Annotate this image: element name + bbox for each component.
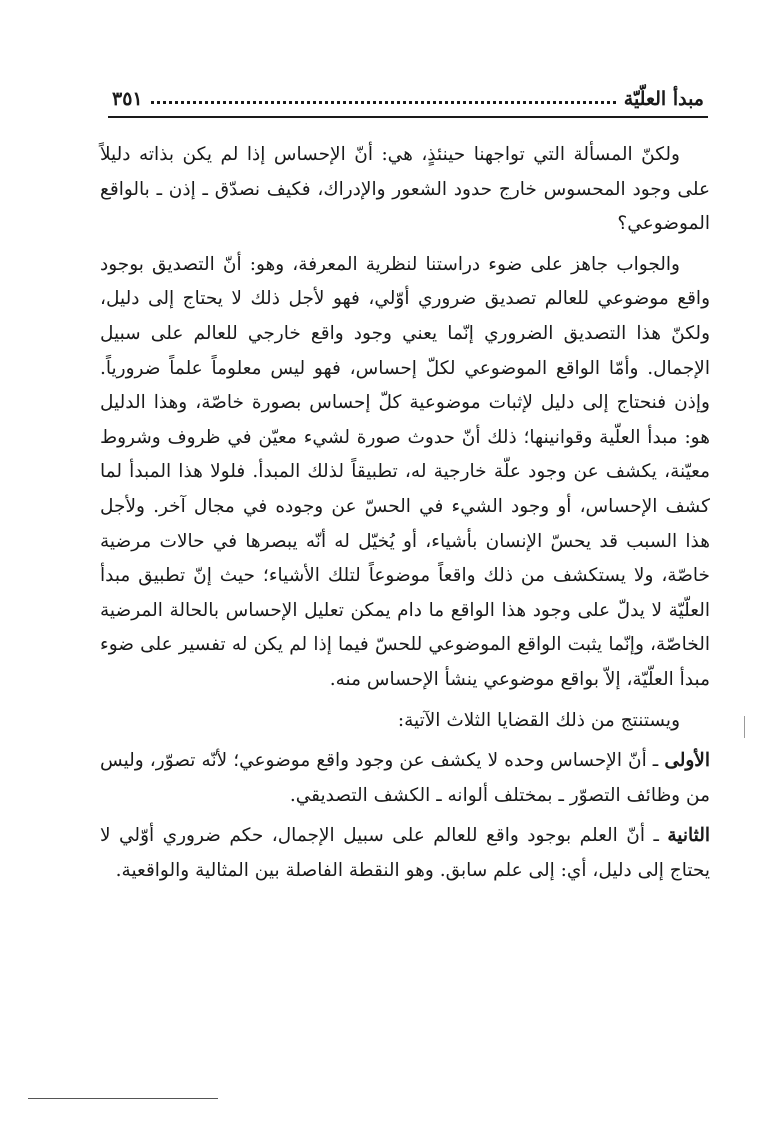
point-first-label: الأولى [664,750,710,772]
paragraph-answer: والجواب جاهز على ضوء دراستنا لنظرية المعرفة، وهو: أنّ التصديق بوجود واقع موضوعي للعالم تصديق ضروري أوّلي، فهو لأجل ذلك لا يحتاج إلى دليل، ولكنّ هذا التصديق الضروري إنّما يعني وجود واقع خارجي للعالم على سبيل الإجمال. وأمّا الواقع الموضوعي لكلّ إحساس، فهو ليس معلوماً علماً ضرورياً. وإذن فنحتاج إلى دليل لإثبات موضوعية كلّ إحساس بصورة خاصّة، وهذا الدليل هو: مبدأ العلّية وقوانينها؛ ذلك أنّ حدوث صورة لشيء معيّن في ظروف وشروط معيّنة، يكشف عن وجود علّة خارجية له، تطبيقاً لذلك المبدأ. فلولا هذا المبدأ لما كشف الإحساس، أو وجود الشيء في الحسّ عن وجوده في مجال آخر. ولأجل هذا السبب قد يحسّ الإنسان بأشياء، أو يُخيّل له أنّه يبصرها في حالات مرضية خاصّة، ولا يستكشف من ذلك واقعاً موضوعاً لتلك الأشياء؛ حيث إنّ تطبيق مبدأ العلّيّة لا يدلّ على وجود هذا الواقع ما دام يمكن تعليل الإحساس بالحالة المرضية الخاصّة، وإنّما يثبت الواقع الموضوعي للحسّ فيما إذا لم يكن له تفسير على ضوء مبدأ العلّيّة، إلاّ بواقع موضوعي ينشأ الإحساس منه. [100,253,710,690]
body-text [100,138,710,894]
header-divider [108,116,708,118]
footer-rule [28,1098,218,1099]
point-second-text: ـ أنّ العلم بوجود واقع للعالم على سبيل الإجمال، حكم ضروري أوّلي لا يحتاج إلى دليل، أي: إلى علم سابق. وهو النقطة الفاصلة بين المثالية والواقعية. [100,825,710,881]
paragraph-conclusions-intro: ويستنتج من ذلك القضايا الثلاث الآتية: [397,709,680,731]
point-second [100,819,710,888]
chapter-title: مبدأ العلّيّة [623,88,704,110]
header-dot-leader [151,101,616,104]
running-header [112,80,704,110]
point-first [100,744,710,813]
point-first-text: ـ أنّ الإحساس وحده لا يكشف عن وجود واقع موضوعي؛ لأنّه تصوّر، وليس من وظائف التصوّر ـ بمختلف ألوانه ـ الكشف التصديقي. [100,750,710,806]
point-second-label: الثانية [667,825,710,847]
paragraph-question: ولكنّ المسألة التي تواجهنا حينئذٍ، هي: أنّ الإحساس إذا لم يكن بذاته دليلاً على وجود المحسوس خارج حدود الشعور والإدراك، فكيف نصدّق ـ إذن ـ بالواقع الموضوعي؟ [100,144,710,235]
margin-mark [744,716,745,738]
page-number: ٣٥١ [112,88,143,110]
